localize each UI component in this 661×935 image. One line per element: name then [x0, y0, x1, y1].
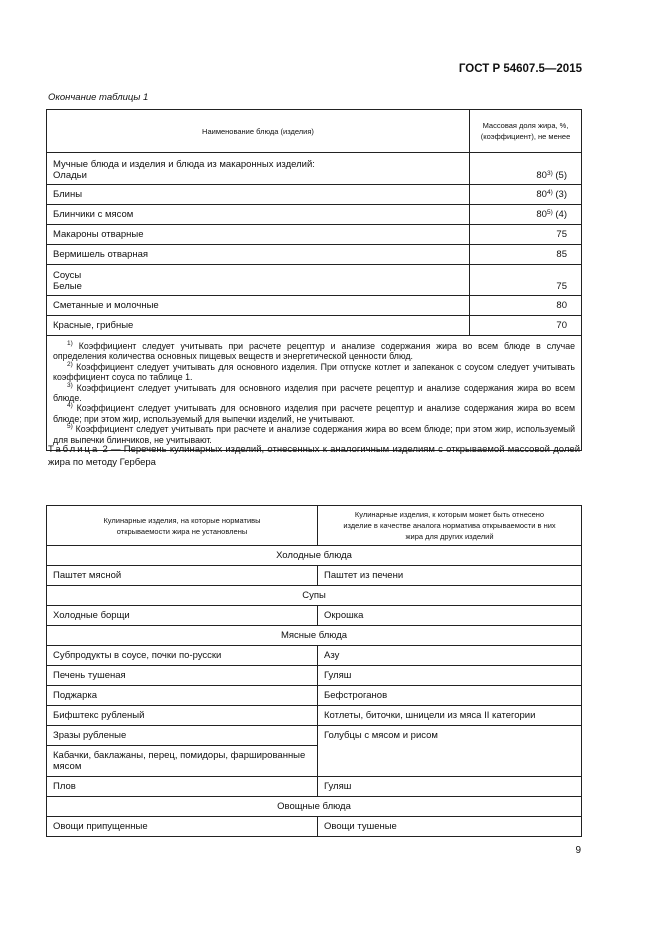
footnote — [53, 424, 575, 445]
section-title: Овощные блюда — [47, 797, 582, 817]
cell-right: Азу — [318, 646, 582, 666]
table2-caption-text: 2 — Перечень кулинарных изделий, отнесенных к аналогичным изделиям с открываемой массовой долей жира по методу Гербера — [48, 444, 580, 468]
row-value: 85 — [470, 245, 582, 265]
table-row — [47, 666, 582, 686]
cell-right: Гуляш — [318, 666, 582, 686]
table-row — [47, 686, 582, 706]
table-row — [47, 265, 582, 296]
table1-col-name: Наименование блюда (изделия) — [47, 110, 470, 153]
table1-footnotes-row — [47, 336, 582, 451]
table-row — [47, 205, 582, 225]
section-title: Холодные блюда — [47, 546, 582, 566]
row-value: 75 — [470, 225, 582, 245]
table2-caption-label: Таблица — [48, 444, 100, 455]
footnote-mark: 4) — [67, 402, 73, 410]
table1-caption: Окончание таблицы 1 — [48, 92, 149, 103]
table-row — [47, 726, 582, 746]
section-title: Супы — [47, 586, 582, 606]
footnote — [53, 341, 575, 362]
cell-right: Бефстроганов — [318, 686, 582, 706]
page-number: 9 — [575, 845, 581, 856]
table-row — [47, 817, 582, 837]
row-value: 70 — [470, 316, 582, 336]
footnote-ref: 3) — [546, 170, 553, 177]
row-value: 80 — [536, 209, 547, 220]
row-name: Блинчики с мясом — [47, 205, 470, 225]
section-row — [47, 626, 582, 646]
row-name: Оладьи — [53, 170, 87, 181]
footnote-ref: 5) — [546, 209, 553, 216]
section-row — [47, 586, 582, 606]
cell-left: Печень тушеная — [47, 666, 318, 686]
table-row — [47, 185, 582, 205]
table1-header-row — [47, 110, 582, 153]
row-name: Мучные блюда и изделия и блюда из макаронных изделий: — [53, 159, 315, 170]
section-row — [47, 546, 582, 566]
footnote-text: Коэффициент следует учитывать для основного изделия при расчете рецептур и анализе содержания жира во всем блюде; при этом жир, используемый для выпечки изделий, не учитывают. — [53, 403, 575, 424]
footnote-text: Коэффициент следует учитывать для основного изделия. При отпуске котлет и запеканок с соусом следует учитывать коэффициент соуса по таблице 1. — [53, 361, 575, 383]
footnote — [53, 362, 575, 383]
footnote-text: Коэффициент следует учитывать при расчете рецептур и анализе содержания жира во всем блюде в случае определения количества основных пищевых веществ и энергетической ценности блюд. — [53, 341, 575, 362]
table-row — [47, 606, 582, 626]
table-row — [47, 225, 582, 245]
row-name: Белые — [53, 281, 82, 292]
table1-col-fat: Массовая доля жира, %, (коэффициент), не менее — [470, 110, 582, 153]
row-value: 80 — [470, 296, 582, 316]
row-coef: (5) — [552, 170, 567, 181]
table2 — [46, 505, 582, 837]
row-name: Сметанные и молочные — [47, 296, 470, 316]
cell-left: Поджарка — [47, 686, 318, 706]
table-row — [47, 777, 582, 797]
cell-left: Паштет мясной — [47, 566, 318, 586]
cell-left: Плов — [47, 777, 318, 797]
cell-left: Холодные борщи — [47, 606, 318, 626]
table-row — [47, 153, 582, 185]
table-row — [47, 245, 582, 265]
row-coef: (3) — [552, 189, 567, 200]
table1-footnotes — [47, 336, 582, 451]
table-row — [47, 296, 582, 316]
section-row — [47, 797, 582, 817]
cell-right: Окрошка — [318, 606, 582, 626]
table-row — [47, 316, 582, 336]
cell-right: Голубцы с мясом и рисом — [318, 726, 582, 777]
cell-right: Гуляш — [318, 777, 582, 797]
footnote-mark: 1) — [67, 340, 73, 347]
cell-left: Овощи припущенные — [47, 817, 318, 837]
row-name: Красные, грибные — [47, 316, 470, 336]
table-row — [47, 706, 582, 726]
footnote-text: Коэффициент следует учитывать при расчете и анализе содержания жира во всем блюде; при этом жир, используемый для выпечки блинчиков, не учитывают. — [53, 424, 575, 445]
cell-left: Субпродукты в соусе, почки по-русски — [47, 646, 318, 666]
table-row — [47, 646, 582, 666]
row-name: Блины — [47, 185, 470, 205]
footnote-ref: 4) — [546, 189, 553, 196]
table-row — [47, 566, 582, 586]
cell-right: Овощи тушеные — [318, 817, 582, 837]
cell-left: Зразы рубленые — [47, 726, 318, 746]
row-value: 75 — [470, 265, 582, 296]
table1 — [46, 109, 582, 451]
footnote — [53, 383, 575, 404]
row-name: Соусы — [53, 270, 82, 281]
table2-col-left: Кулинарные изделия, на которые нормативы открываемости жира не установлены — [47, 506, 318, 546]
footnote-mark: 5) — [67, 423, 73, 431]
cell-left: Кабачки, баклажаны, перец, помидоры, фаршированные мясом — [47, 746, 318, 777]
section-title: Мясные блюда — [47, 626, 582, 646]
cell-right: Котлеты, биточки, шницели из мяса II категории — [318, 706, 582, 726]
row-coef: (4) — [552, 209, 567, 220]
row-name: Макароны отварные — [47, 225, 470, 245]
footnote — [53, 403, 575, 424]
row-name: Вермишель отварная — [47, 245, 470, 265]
cell-left: Бифштекс рубленый — [47, 706, 318, 726]
table2-col-right: Кулинарные изделия, к которым может быть отнесено изделие в качестве аналога норматива открываемости в них жира для других изделий — [318, 506, 582, 546]
row-value: 80 — [536, 170, 547, 181]
table2-header-row — [47, 506, 582, 546]
document-number: ГОСТ Р 54607.5—2015 — [458, 63, 582, 75]
row-value: 80 — [536, 189, 547, 200]
table2-caption — [48, 444, 580, 469]
footnote-mark: 3) — [67, 381, 73, 389]
footnote-mark: 2) — [67, 360, 73, 368]
footnote-text: Коэффициент следует учитывать для основного изделия при расчете рецептур и анализе содержания жира во всем блюде. — [53, 382, 575, 404]
cell-right: Паштет из печени — [318, 566, 582, 586]
